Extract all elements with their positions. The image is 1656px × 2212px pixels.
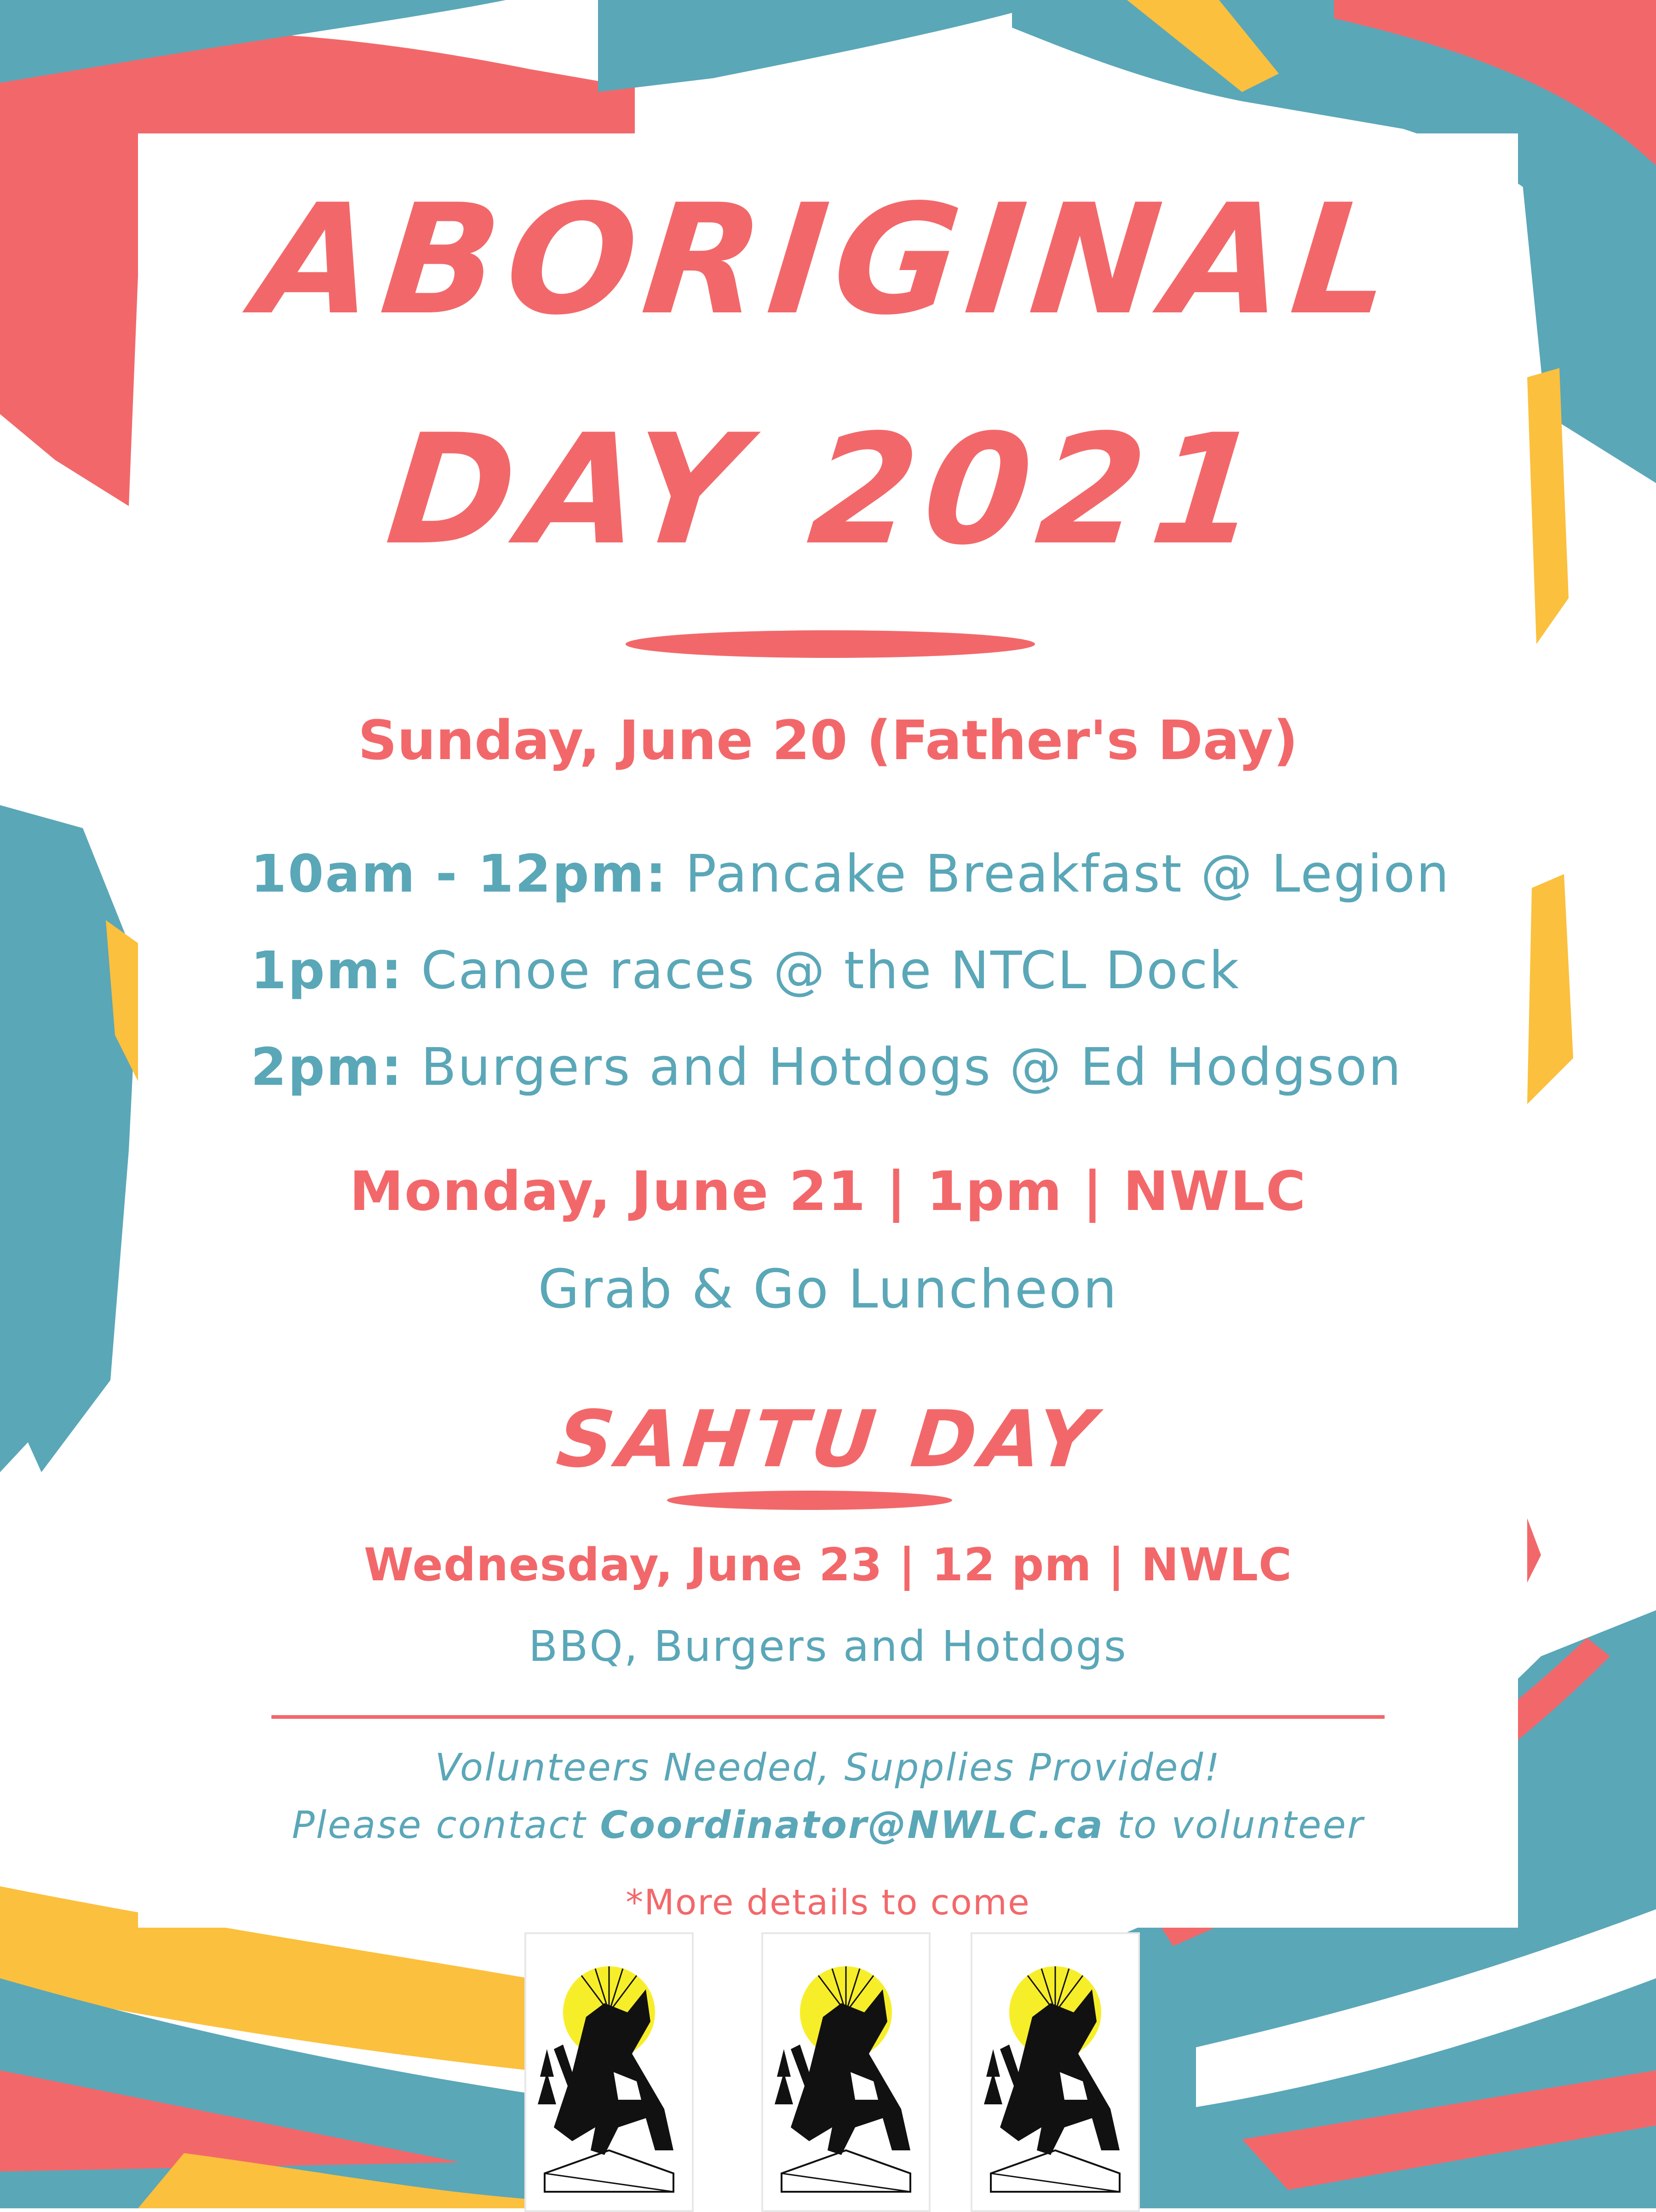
wolf-sun-emblem-icon — [972, 1934, 1138, 2210]
divider — [271, 1715, 1385, 1719]
wolf-sun-emblem-icon — [763, 1934, 929, 2210]
event-time: 10am - 12pm: — [251, 844, 668, 904]
volunteer-prefix: Please contact — [292, 1803, 600, 1847]
wednesday-heading: Wednesday, June 23 | 12 pm | NWLC — [364, 1539, 1292, 1591]
event-desc: Burgers and Hotdogs @ Ed Hodgson — [421, 1037, 1403, 1097]
event-desc: Pancake Breakfast @ Legion — [685, 844, 1450, 904]
sunday-heading: Sunday, June 20 (Father's Day) — [358, 709, 1298, 772]
volunteer-suffix: to volunteer — [1104, 1803, 1364, 1847]
logo-norman-wells-claimant-corp — [524, 1932, 694, 2212]
event-row — [251, 941, 1240, 1001]
wednesday-desc: BBQ, Burgers and Hotdogs — [529, 1622, 1127, 1671]
monday-desc: Grab & Go Luncheon — [538, 1258, 1118, 1320]
event-desc: Canoe races @ the NTCL Dock — [421, 941, 1241, 1001]
event-row — [251, 844, 1450, 904]
monday-heading: Monday, June 21 | 1pm | NWLC — [349, 1159, 1307, 1223]
wolf-sun-emblem-icon — [526, 1934, 692, 2210]
volunteer-line-2 — [0, 1803, 1656, 1847]
title-line-1: ABORIGINAL — [248, 172, 1408, 348]
more-details-note: *More details to come — [626, 1882, 1030, 1923]
volunteer-line-1: Volunteers Needed, Supplies Provided! — [435, 1746, 1221, 1790]
sahtu-underline — [667, 1491, 952, 1510]
sahtu-title: SAHTU DAY — [552, 1394, 1104, 1485]
event-time: 1pm: — [251, 941, 403, 1001]
event-time: 2pm: — [251, 1037, 403, 1097]
logo-norman-wells-land-corp — [761, 1932, 931, 2212]
event-row — [251, 1037, 1403, 1097]
coordinator-email-link[interactable]: Coordinator@NWLC.ca — [600, 1803, 1104, 1847]
logo-norman-wells-renewable-resources-council — [971, 1932, 1140, 2212]
title-line-2: DAY 2021 — [380, 402, 1276, 578]
title-underline — [626, 630, 1035, 658]
